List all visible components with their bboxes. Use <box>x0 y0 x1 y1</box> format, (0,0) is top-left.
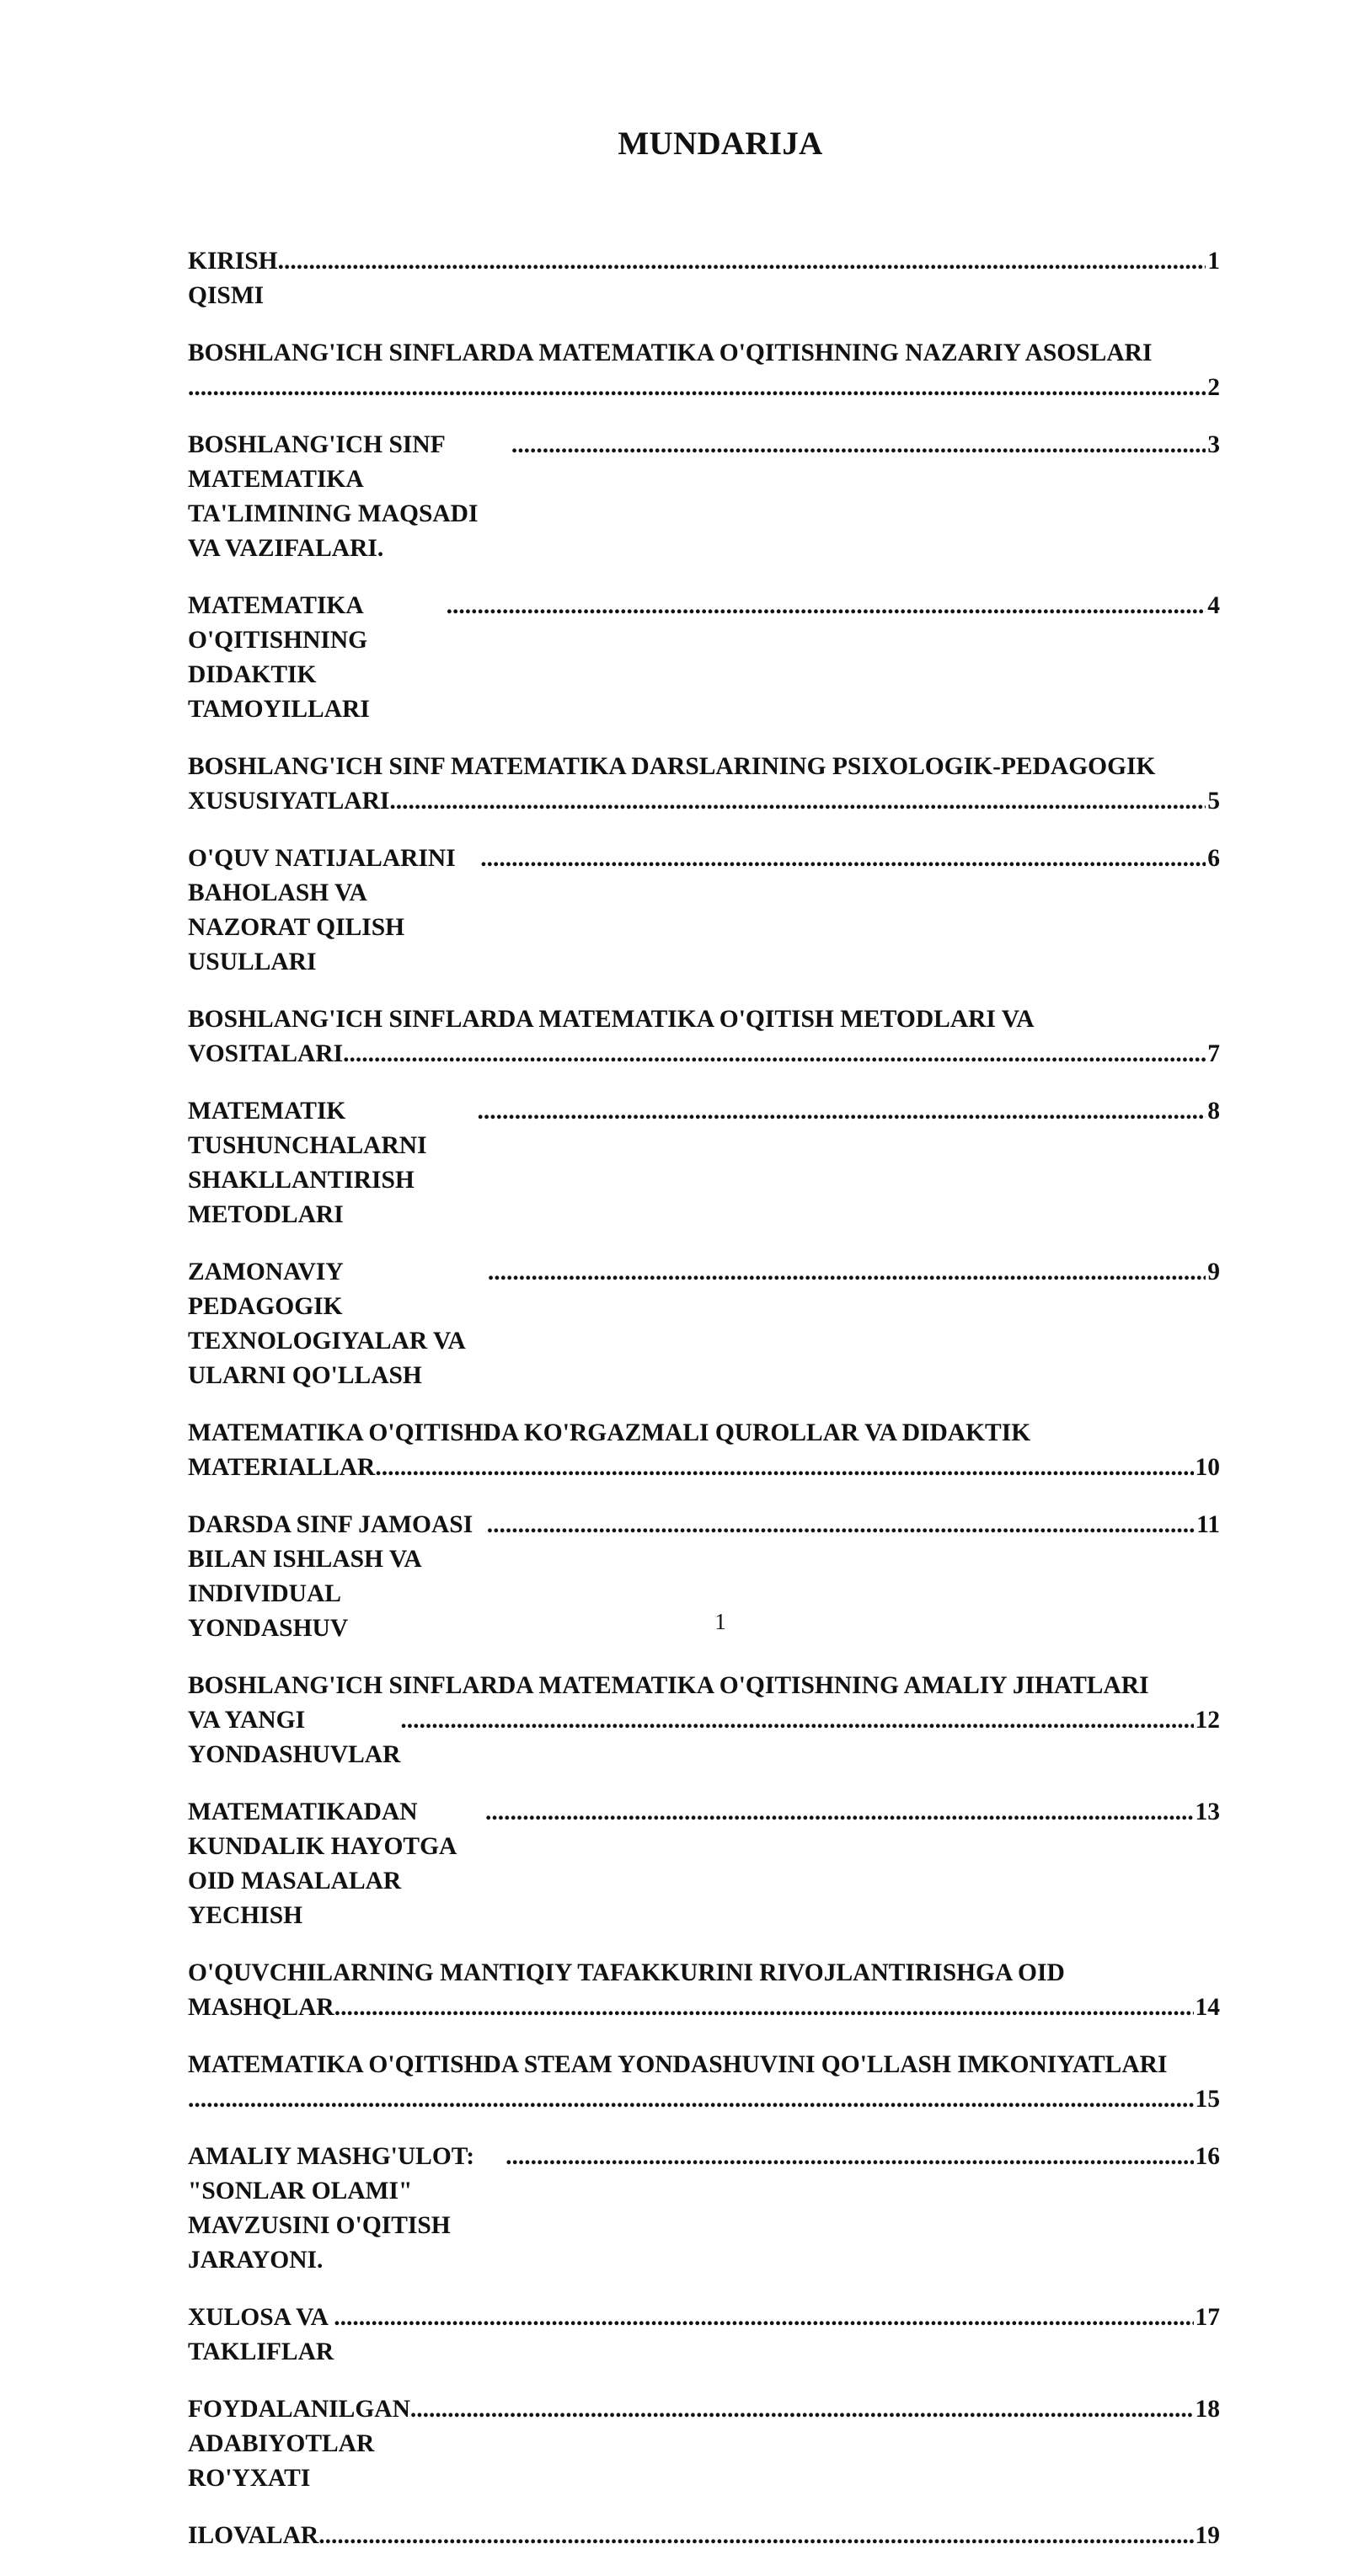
toc-entry-title-continued: MASHQLAR <box>188 1994 334 2021</box>
toc-page-number: 9 <box>1207 1259 1220 1285</box>
page-title: MUNDARIJA <box>618 126 823 162</box>
toc-entry-title: MATEMATIKA O'QITISHDA KO'RGAZMALI QUROLLAR VA DIDAKTIK <box>188 1419 1031 1446</box>
toc-entry[interactable] <box>188 2301 1220 2370</box>
toc-dot-leader <box>334 2301 1193 2335</box>
toc-page-number: 8 <box>1207 1098 1220 1125</box>
toc-entry-title: O'QUV NATIJALARINI BAHOLASH VA NAZORAT QILISH USULLARI <box>188 845 456 975</box>
toc-entry-second-line <box>188 784 1220 819</box>
toc-entry[interactable] <box>188 1002 1220 1072</box>
toc-entry[interactable] <box>188 428 1220 566</box>
toc-entry-title: AMALIY MASHG'ULOT: "SONLAR OLAMI" MAVZUSINI O'QITISH JARAYONI. <box>188 2143 475 2274</box>
toc-page-number: 5 <box>1207 788 1220 815</box>
toc-entry-title-continued: VA YANGI YONDASHUVLAR <box>188 1707 401 1768</box>
toc-entry-title-continued: VOSITALARI <box>188 1040 344 1067</box>
toc-entry[interactable] <box>188 336 1220 405</box>
toc-entry-first-line <box>188 1416 1220 1451</box>
toc-entry-first-line <box>188 1956 1220 1991</box>
toc-entry-second-line <box>188 1703 1220 1772</box>
toc-entry[interactable] <box>188 842 1220 980</box>
toc-entry[interactable] <box>188 1956 1220 2025</box>
toc-entry-title: BOSHLANG'ICH SINF MATEMATIKA TA'LIMINING MAQSADI VA VAZIFALARI. <box>188 431 479 562</box>
toc-entry-first-line <box>188 750 1220 784</box>
toc-entry-title: MATEMATIKA O'QITISHDA STEAM YONDASHUVINI QO'LLASH IMKONIYATLARI <box>188 2051 1168 2078</box>
toc-page-number: 7 <box>1207 1040 1220 1067</box>
toc-entry-first-line <box>188 1002 1220 1037</box>
toc-page-number: 1 <box>1207 248 1220 275</box>
toc-dot-leader <box>511 428 1206 462</box>
toc-entry[interactable] <box>188 589 1220 727</box>
page-number: 1 <box>714 1609 726 1634</box>
toc-entry-title: BOSHLANG'ICH SINFLARDA MATEMATIKA O'QITISHNING AMALIY JIHATLARI <box>188 1672 1149 1699</box>
toc-entry[interactable] <box>188 1255 1220 1393</box>
toc-entry-title: MATEMATIKADAN KUNDALIK HAYOTGA OID MASALALAR YECHISH <box>188 1798 456 1929</box>
toc-entry-title: FOYDALANILGAN ADABIYOTLAR RO'YXATI <box>188 2396 410 2492</box>
toc-dot-leader <box>318 2519 1193 2553</box>
toc-page-number: 14 <box>1195 1994 1220 2021</box>
toc-page-number: 13 <box>1195 1798 1220 1825</box>
toc-entry[interactable] <box>188 1669 1220 1772</box>
toc-dot-leader <box>400 1703 1193 1738</box>
table-of-contents <box>188 244 1220 2576</box>
toc-page-number: 15 <box>1195 2086 1220 2113</box>
toc-entry-title-continued: XUSUSIYATLARI <box>188 788 390 815</box>
toc-entry-first-line <box>188 2048 1220 2082</box>
toc-entry[interactable] <box>188 1416 1220 1485</box>
toc-page-number: 3 <box>1207 431 1220 458</box>
toc-entry-title-continued: MATERIALLAR <box>188 1454 376 1481</box>
toc-dot-leader <box>410 2392 1194 2427</box>
toc-entry-title: MATEMATIKA O'QITISHNING DIDAKTIK TAMOYILLARI <box>188 592 370 723</box>
toc-entry[interactable] <box>188 2048 1220 2117</box>
toc-page-number: 18 <box>1195 2396 1220 2423</box>
toc-entry-first-line <box>188 336 1220 371</box>
toc-page-number: 12 <box>1195 1707 1220 1734</box>
toc-entry-title: ZAMONAVIY PEDAGOGIK TEXNOLOGIYALAR VA ULARNI QO'LLASH <box>188 1259 465 1389</box>
toc-dot-leader <box>477 1094 1206 1129</box>
toc-entry-title: ILOVALAR <box>188 2522 319 2549</box>
toc-entry[interactable] <box>188 2140 1220 2278</box>
toc-dot-leader <box>375 1451 1193 1485</box>
toc-dot-leader <box>488 1255 1206 1290</box>
toc-entry-title: BOSHLANG'ICH SINFLARDA MATEMATIKA O'QITISHNING NAZARIY ASOSLARI <box>188 339 1153 366</box>
toc-entry[interactable] <box>188 244 1220 313</box>
toc-entry-title: O'QUVCHILARNING MANTIQIY TAFAKKURINI RIVOJLANTIRISHGA OID <box>188 1959 1065 1986</box>
toc-entry-title: KIRISH QISMI <box>188 248 278 309</box>
toc-page-number: 2 <box>1207 374 1220 401</box>
toc-entry[interactable] <box>188 1094 1220 1232</box>
toc-page-number: 19 <box>1195 2522 1220 2549</box>
toc-entry-second-line <box>188 371 1220 405</box>
toc-entry-second-line <box>188 1037 1220 1072</box>
toc-entry-second-line <box>188 1991 1220 2025</box>
toc-entry[interactable] <box>188 2392 1220 2496</box>
toc-entry[interactable] <box>188 2519 1220 2553</box>
toc-dot-leader <box>480 842 1206 876</box>
toc-page-number: 10 <box>1195 1454 1220 1481</box>
toc-dot-leader <box>506 2140 1193 2174</box>
toc-dot-leader <box>188 2082 1194 2117</box>
toc-entry-second-line <box>188 1451 1220 1485</box>
toc-page-number: 4 <box>1207 592 1220 619</box>
toc-entry-title: BOSHLANG'ICH SINF MATEMATIKA DARSLARINING PSIXOLOGIK-PEDAGOGIK <box>188 753 1156 780</box>
toc-dot-leader <box>487 1508 1195 1542</box>
toc-page-number: 17 <box>1195 2304 1220 2331</box>
toc-entry-title: DARSDA SINF JAMOASI BILAN ISHLASH VA INDIVIDUAL YONDASHUV <box>188 1511 473 1642</box>
toc-dot-leader <box>188 371 1206 405</box>
toc-dot-leader <box>447 589 1206 623</box>
toc-entry[interactable] <box>188 1795 1220 1933</box>
toc-dot-leader <box>343 1037 1206 1072</box>
toc-entry[interactable] <box>188 750 1220 819</box>
toc-entry-first-line <box>188 1669 1220 1703</box>
toc-entry-title: MATEMATIK TUSHUNCHALARNI SHAKLLANTIRISH METODLARI <box>188 1098 427 1228</box>
toc-dot-leader <box>485 1795 1193 1830</box>
toc-page-number: 16 <box>1195 2143 1220 2170</box>
toc-entry-title: XULOSA VA TAKLIFLAR <box>188 2304 334 2365</box>
toc-dot-leader <box>334 1991 1194 2025</box>
toc-page-number: 6 <box>1207 845 1220 872</box>
toc-entry-title: BOSHLANG'ICH SINFLARDA MATEMATIKA O'QITISH METODLARI VA <box>188 1006 1035 1033</box>
toc-page-number: 11 <box>1196 1511 1220 1538</box>
toc-dot-leader <box>278 244 1206 279</box>
toc-dot-leader <box>389 784 1206 819</box>
toc-entry-second-line <box>188 2082 1220 2117</box>
